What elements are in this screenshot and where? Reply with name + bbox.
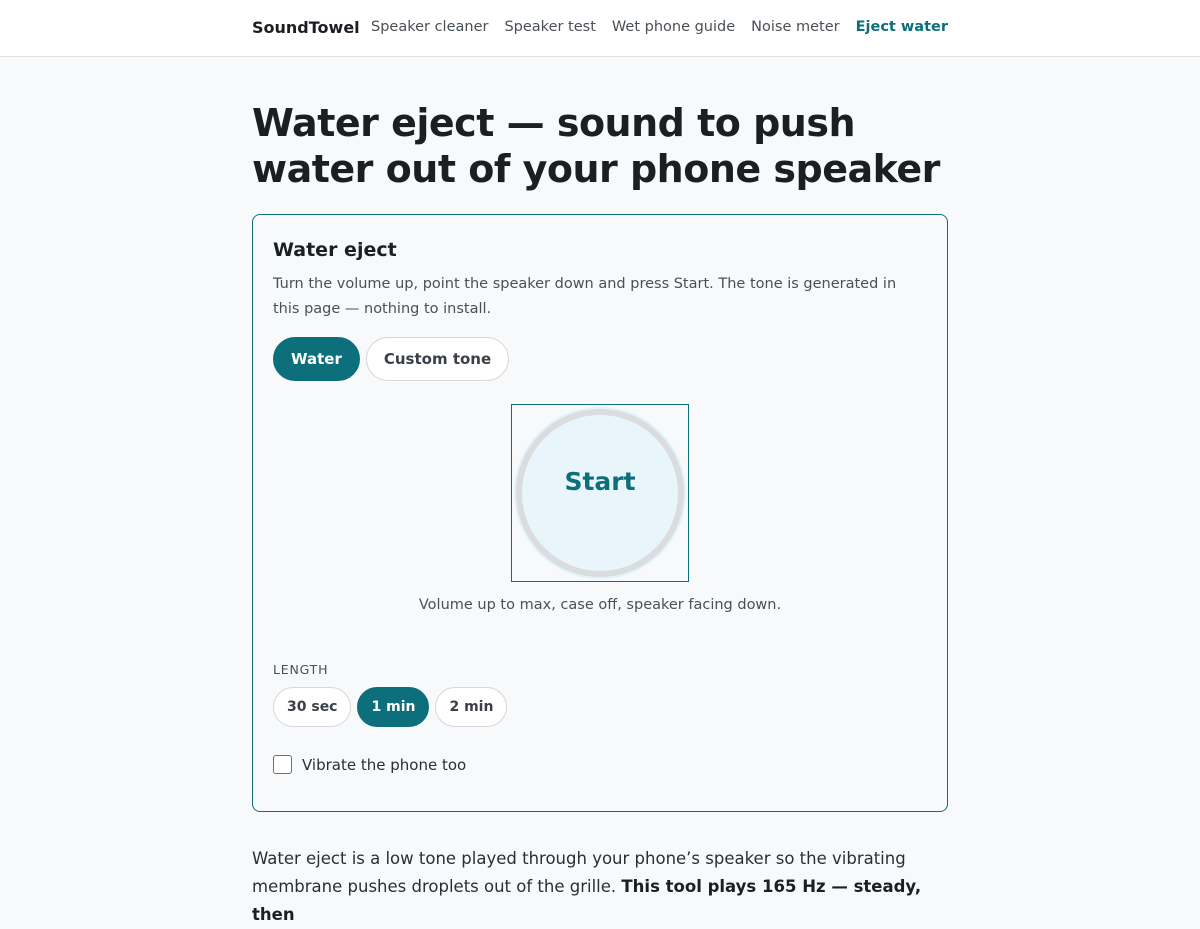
water-eject-tool (252, 214, 948, 812)
intro-text: Water eject is a low tone played through your phone’s speaker so the vibrating membrane pushes droplets out of the grille. (252, 849, 906, 896)
start-button-focus-frame (511, 404, 689, 582)
nav-speaker-cleaner[interactable]: Speaker cleaner (371, 19, 489, 35)
start-hint: Volume up to max, case off, speaker facing down. (418, 597, 782, 613)
nav-wet-phone-guide[interactable]: Wet phone guide (611, 19, 736, 35)
length-2-min-button[interactable]: 2 min (435, 687, 507, 727)
intro-bold-text: This tool plays 165 Hz — steady, then (252, 877, 922, 924)
tool-title: Water eject (273, 239, 397, 261)
nav-speaker-test[interactable]: Speaker test (504, 19, 596, 35)
nav-noise-meter[interactable]: Noise meter (751, 19, 840, 35)
start-label: Start (564, 467, 636, 496)
page-title: Water eject — sound to push water out of your phone speaker (252, 101, 940, 191)
intro-paragraph (252, 845, 952, 929)
mode-custom-tone-button[interactable]: Custom tone (366, 337, 509, 381)
tool-description: Turn the volume up, point the speaker down and press Start. The tone is generated in this page — nothing to install. (273, 276, 897, 317)
length-30-sec-button[interactable]: 30 sec (273, 687, 351, 727)
nav-eject-water[interactable]: Eject water (855, 19, 948, 35)
vibrate-label: Vibrate the phone too (302, 755, 467, 774)
top-bar (0, 0, 1200, 57)
mode-selector (273, 337, 509, 381)
vibrate-checkbox[interactable] (273, 755, 292, 774)
start-button[interactable] (516, 409, 684, 577)
length-1-min-button[interactable]: 1 min (357, 687, 429, 727)
length-label: LENGTH (273, 662, 329, 677)
vibrate-option[interactable] (273, 755, 466, 774)
length-options (273, 687, 507, 727)
mode-water-button[interactable]: Water (273, 337, 360, 381)
main-nav (371, 19, 948, 35)
brand-logo[interactable]: SoundTowel (252, 18, 360, 37)
